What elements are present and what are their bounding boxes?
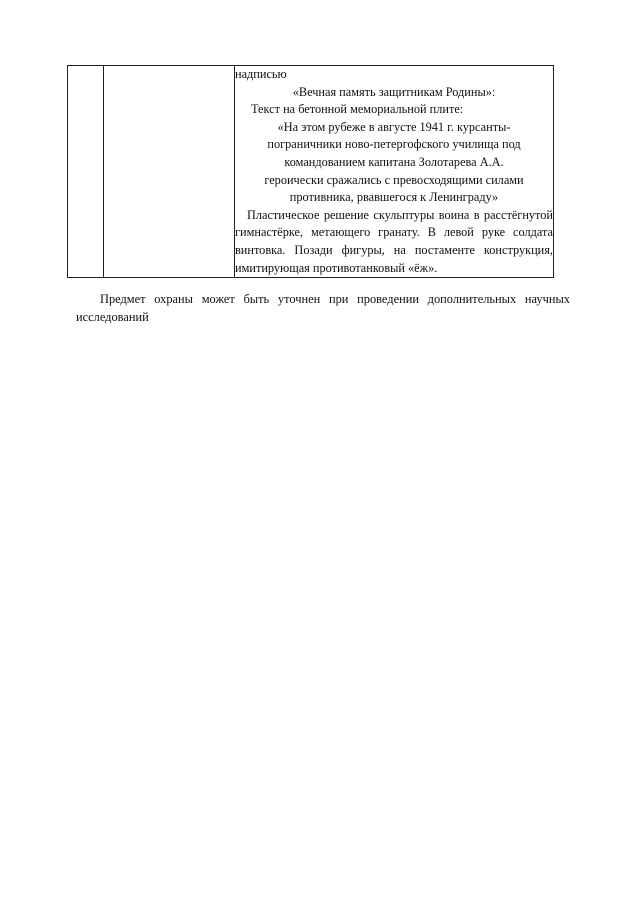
row-number-cell: [68, 66, 104, 278]
footnote-paragraph: Предмет охраны может быть уточнен при проведении дополнительных научных исследований: [76, 292, 570, 324]
text-line-4: «На этом рубеже в августе 1941 г. курсанты-: [277, 119, 511, 134]
text-line-3: Текст на бетонной мемориальной плите:: [251, 102, 464, 117]
protection-subject-table: [67, 65, 554, 278]
table-row: [68, 66, 554, 278]
text-line-7: героически сражались с превосходящими силами: [264, 172, 524, 187]
text-line-1: надписью: [235, 67, 287, 81]
element-name-cell: [104, 66, 235, 278]
sculpture-description: Пластическое решение скульптуры воина в расстёгнутой гимнастёрке, метающего гранату. В левой руке солдата винтовка. Позади фигуры, на постаменте конструкция, имитирующая противотанковый «ёж».: [235, 207, 553, 275]
text-line-6: командованием капитана Золотарева А.А.: [284, 154, 504, 169]
text-line-5: пограничники ново-петергофского училища под: [267, 137, 521, 152]
text-line-2: «Вечная память защитникам Родины»:: [292, 84, 496, 99]
text-line-8: противника, рвавшегося к Ленинграду»: [289, 190, 499, 205]
description-cell: [235, 66, 554, 278]
